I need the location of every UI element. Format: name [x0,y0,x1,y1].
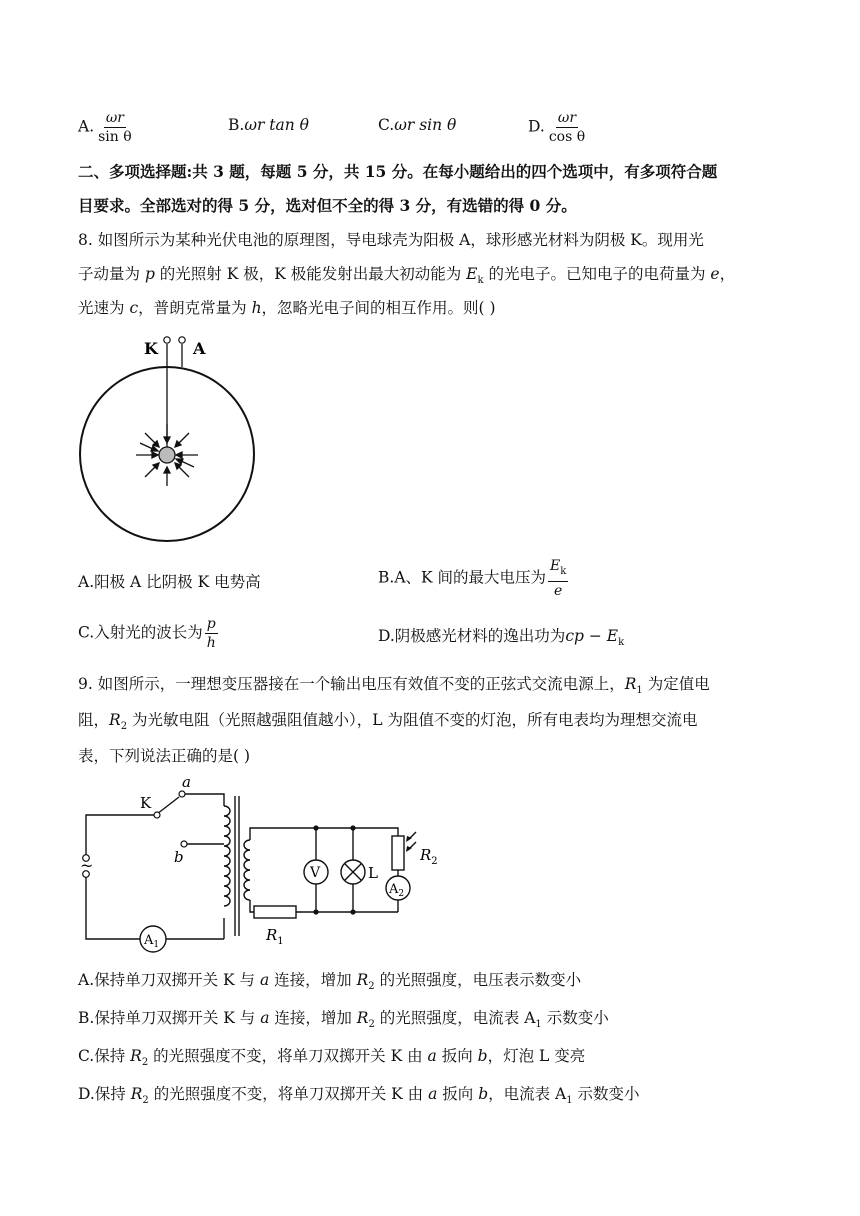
q8-option-a: A.阳极 A 比阴极 K 电势高 [78,573,261,591]
q9-option-d: D.保持 $R_2$ 的光照强度不变，将单刀双掷开关 K 由 a 扳向 b，电流表 $A_1$ 示数变小 [78,1085,640,1107]
q8-stem-line2: 子动量为 p 的光照射 K 极，K 极能发射出最大初动能为 $E_k$ 的光电子。已知电子的电荷量为 e， [78,265,736,287]
terminal-a-wire [182,794,224,806]
label-a2: $A_2$ [389,882,405,899]
label-r1: $R_1$ [266,926,284,947]
q8-option-d: D.阴极感光材料的逸出功为cp − $E_k$ [378,627,625,649]
photocell-diagram [78,330,268,550]
terminal-a [179,337,185,343]
terminal-k [164,337,170,343]
switch-terminal-b [181,841,187,847]
label-ac: ~ [80,856,94,875]
primary-wire-bottom [86,874,140,939]
switch-pivot [154,812,160,818]
q7-option-a-fraction: $\frac{\omega r}{\text{sin θ}}$ [98,110,132,145]
label-lamp: L [368,864,378,882]
q7-option-a: A. $\frac{\omega r}{\text{sin θ}}$ [78,110,132,145]
secondary-coil [244,840,250,900]
label-terminal-b: b [174,848,184,866]
resistor-r1 [254,906,296,918]
switch-blade [157,797,179,814]
cathode-sphere [159,447,175,463]
secondary-wire-top [250,828,398,840]
photoresistor-r2 [392,836,404,870]
q8-stem-line3: 光速为 c，普朗克常量为 h，忽略光电子间的相互作用。则( ) [78,299,496,317]
q8-stem-line1: 8. 如图所示为某种光伏电池的原理图，导电球壳为阳极 A，球形感光材料为阴极 K。现用光 [78,231,704,249]
switch-terminal-a [179,791,185,797]
q9-stem-line2: 阻，$R_2$ 为光敏电阻（光照越强阻值越小），L 为阻值不变的灯泡，所有电表均为理想交流电 [78,711,698,733]
q7-option-c: C.ωr sin θ [378,116,457,134]
primary-wire-left [86,815,154,858]
q9-option-c: C.保持 $R_2$ 的光照强度不变，将单刀双掷开关 K 由 a 扳向 b，灯泡 L 变亮 [78,1047,586,1069]
q8-option-b: B.A、K 间的最大电压为 $\frac{E_k}{e}$ [378,558,567,599]
primary-coil [224,806,230,906]
q7-option-b: B.ωr tan θ [228,116,310,134]
label-a1: $A_1$ [144,933,160,950]
q9-option-a: A.保持单刀双掷开关 K 与 a 连接，增加 $R_2$ 的光照强度，电压表示数变小 [78,971,582,993]
label-a: A [193,339,206,358]
q8-option-c-fraction: $\frac{p}{h}$ [206,616,216,651]
q7-option-d-fraction: $\frac{\omega r}{\text{cos θ}}$ [548,110,586,145]
label-r2: $R_2$ [420,846,438,867]
q9-option-b: B.保持单刀双掷开关 K 与 a 连接，增加 $R_2$ 的光照强度，电流表 $A_1$ 示数变小 [78,1009,609,1031]
section2-line2: 目要求。全部选对的得 5 分，选对但不全的得 3 分，有选错的得 0 分。 [78,196,577,215]
label-switch-k: K [140,794,152,812]
section2-line1: 二、多项选择题:共 3 题，每题 5 分，共 15 分。在每小题给出的四个选项中，有多项符合题 [78,162,718,181]
transformer-circuit-diagram [78,776,448,956]
q9-stem-line1: 9. 如图所示，一理想变压器接在一个输出电压有效值不变的正弦式交流电源上，$R_1$ 为定值电 [78,675,710,697]
label-k: K [144,339,158,358]
label-voltmeter: V [310,865,321,881]
q8-option-b-fraction: $\frac{E_k}{e}$ [550,558,567,599]
q8-option-c: C.入射光的波长为 $\frac{p}{h}$ [78,616,216,651]
label-terminal-a: a [182,776,191,791]
q7-option-d: D. $\frac{\omega r}{\text{cos θ}}$ [528,110,586,145]
q9-stem-line3: 表，下列说法正确的是( ) [78,747,251,765]
